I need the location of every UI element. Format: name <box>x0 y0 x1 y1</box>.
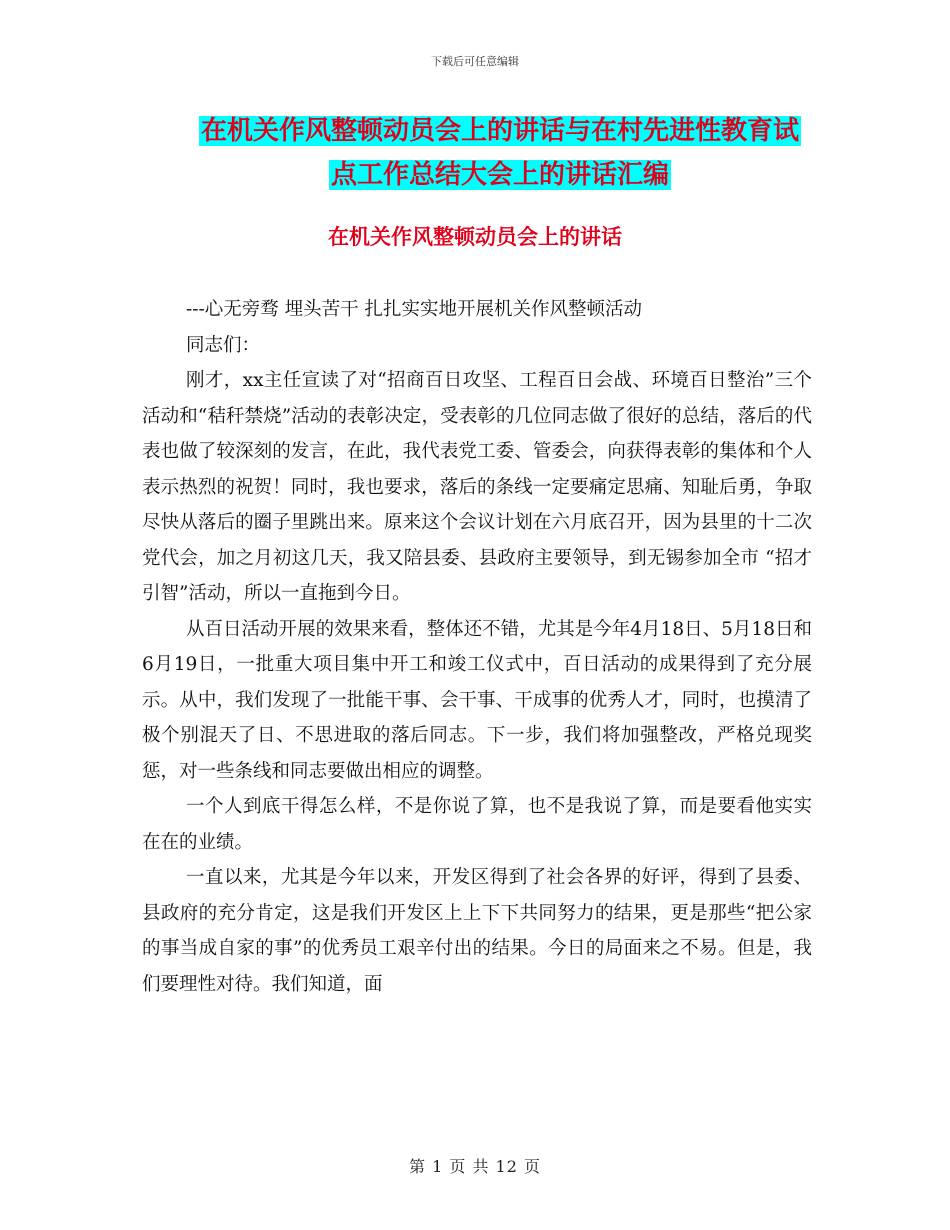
paragraph-4: 一直以来，尤其是今年以来，开发区得到了社会各界的好评，得到了县委、县政府的充分肯定，这是我们开发区上上下下共同努力的结果，更是那些“把公家的事当成自家的事”的优秀员工艰辛付出的结果。今日的局面来之不易。但是，我们要理性对待。我们知道，面 <box>142 867 812 995</box>
paragraph-2: 从百日活动开展的效果来看，整体还不错，尤其是今年4月18日、5月18日和6月19日，一批重大项目集中开工和竣工仪式中，百日活动的成果得到了充分展示。从中，我们发现了一批能干事、会干事、干成事的优秀人才，同时，也摸清了极个别混天了日、不思进取的落后同志。下一步，我们将加强整改，严格兑现奖惩，对一些条线和同志要做出相应的调整。 <box>142 618 812 782</box>
salutation: 同志们： <box>186 334 261 356</box>
section-title: 在机关作风整顿动员会上的讲话 <box>328 225 622 249</box>
page-footer: 第 1 页 共 12 页 <box>409 1157 541 1176</box>
document-body <box>142 292 812 1002</box>
paragraph-3: 一个人到底干得怎么样，不是你说了算，也不是我说了算，而是要看他实实在在的业绩。 <box>142 796 812 853</box>
document-title-line-1 <box>190 110 810 152</box>
title-text-1: 在机关作风整顿动员会上的讲话与在村先进性教育试 <box>200 116 799 146</box>
title-text-2: 点工作总结大会上的讲话汇编 <box>330 160 669 190</box>
paragraph-1: 刚才，xx主任宣读了对“招商百日攻坚、工程百日会战、环境百日整治”三个活动和“秸秆禁烧”活动的表彰决定，受表彰的几位同志做了很好的总结，落后的代表也做了较深刻的发言，在此，我代表党工委、管委会，向获得表彰的集体和个人表示热烈的祝贺！同时，我也要求，落后的条线一定要痛定思痛、知耻后勇，争取尽快从落后的圈子里跳出来。原来这个会议计划在六月底召开，因为县里的十二次党代会，加之月初这几天，我又陪县委、县政府主要领导，到无锡参加全市 “招才引智”活动，所以一直拖到今日。 <box>142 370 812 604</box>
document-title-line-2 <box>190 154 810 196</box>
subtitle: ---心无旁骛 埋头苦干 扎扎实实地开展机关作风整顿活动 <box>186 299 643 320</box>
header-note: 下载后可任意编辑 <box>431 55 519 68</box>
